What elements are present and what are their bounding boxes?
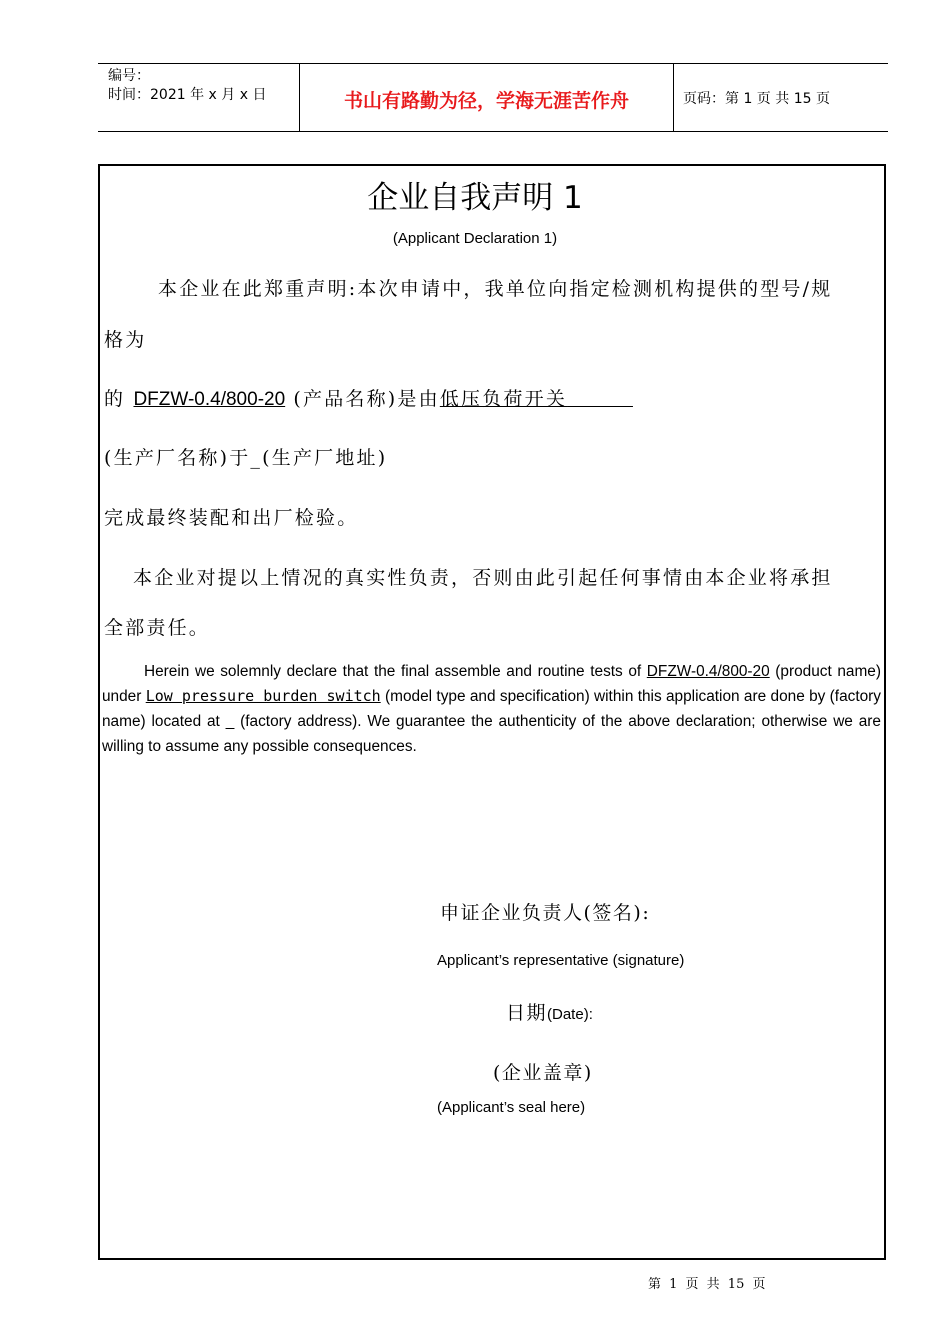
zh-mid: (产品名称)是由 (285, 388, 440, 410)
time-label: 时间：2021 年 x 月 x 日 (108, 87, 267, 103)
zh-para1-line2: 格为 (104, 329, 147, 351)
header-motto: 书山有路勤为径，学海无涯苦作舟 (343, 90, 629, 112)
zh-para1-line5: 完成最终装配和出厂检验。 (104, 507, 359, 529)
en-model: DFZW-0.4/800-20 (646, 663, 770, 680)
en-part2: (product name) under (102, 663, 881, 705)
seal-label-zh: (企业盖章) (493, 1062, 593, 1084)
zh-para1-line4: (生产厂名称)于_(生产厂地址) (104, 447, 388, 469)
en-part1: Herein we solemnly declare that the final assemble and routine tests of (144, 663, 647, 680)
date-label (506, 998, 593, 1025)
header-bottom-rule (98, 131, 888, 132)
representative-label-en: Applicant’s representative (signature) (437, 952, 685, 969)
page-subtitle: (Applicant Declaration 1) (392, 230, 558, 247)
page-label: 页码：第 1 页 共 15 页 (683, 91, 830, 107)
zh-para1-line1: 本企业在此郑重声明:本次申请中，我单位向指定检测机构提供的型号/规 (158, 278, 833, 300)
zh-prefix: 的 (104, 388, 134, 410)
page-footer: 第 1 页 共 15 页 (648, 1277, 766, 1292)
product-name: 低压负荷开关 (439, 388, 568, 410)
date-label-en: (Date): (547, 1006, 593, 1023)
header-divider-right (673, 63, 674, 131)
zh-para2-line2: 全部责任。 (104, 617, 211, 639)
en-spec: Low pressure burden switch (145, 687, 381, 705)
representative-label-zh: 申证企业负责人(签名): (440, 902, 651, 924)
page-title: 企业自我声明 1 (367, 180, 583, 216)
header-top-rule (98, 63, 888, 64)
product-model: DFZW-0.4/800-20 (133, 389, 286, 410)
product-name-underline-tail (567, 388, 633, 410)
seal-label-en: (Applicant’s seal here) (437, 1099, 586, 1116)
en-part3: (model type and specification) within this application are done by (factory name) located at _ (factory address). We guarantee the authenticity of the above declaration; otherwise we are willing to assume any possible consequences. (102, 688, 881, 755)
date-label-zh: 日期 (506, 1002, 548, 1024)
english-declaration (102, 659, 881, 759)
zh-para2-line1: 本企业对提以上情况的真实性负责，否则由此引起任何事情由本企业将承担 (133, 567, 833, 589)
serial-label: 编号： (108, 68, 150, 84)
zh-para1-line3 (104, 384, 633, 411)
